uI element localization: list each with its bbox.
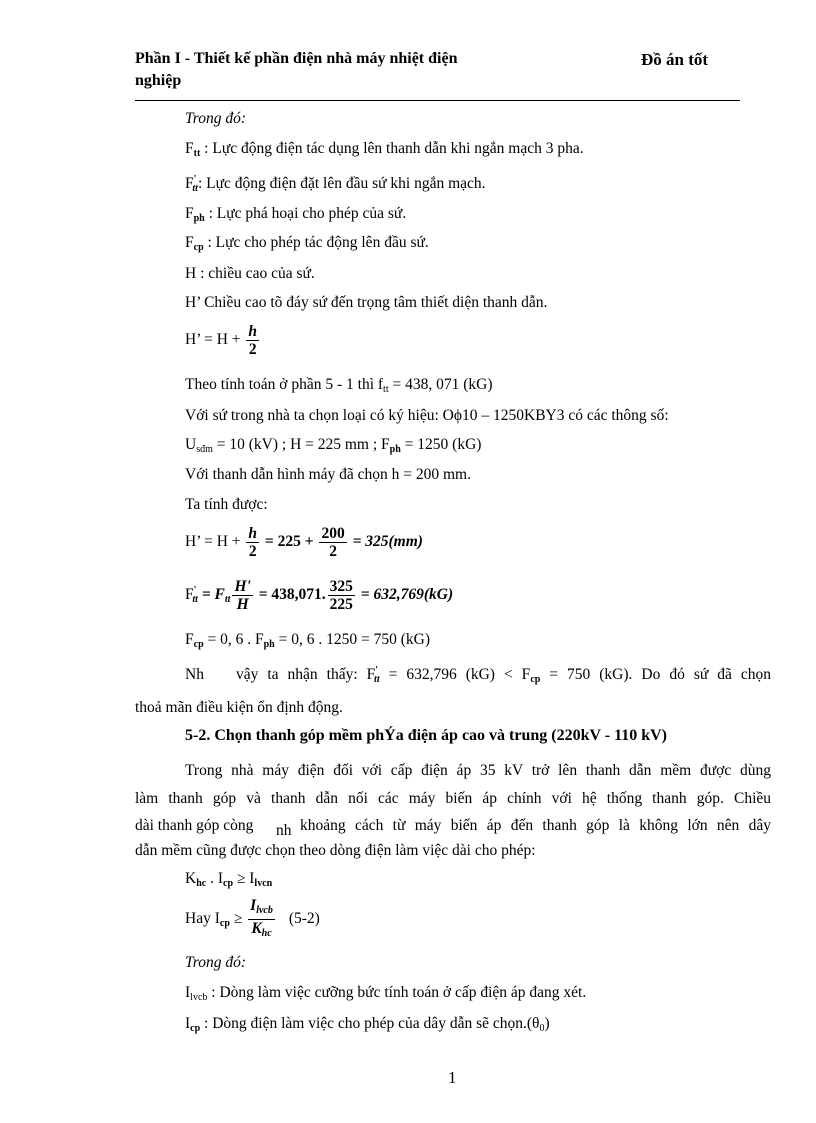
line-ta-tinh: Ta tính được: [185,496,268,513]
nh-label: Nh [185,666,204,683]
header-title: Phần I - Thiết kế phần điện nhà máy nhiệt điện [135,50,458,67]
def-ftt-prime: $F'_{tt}$: Lực động điện đặt lên đầu sứ khi ngắn mạch. [185,174,486,195]
line-voi-su: Với sứ trong nhà ta chọn loại có ký hiệu: Oϕ10 – 1250KBY3 có các thông số: [185,407,669,424]
header-rule [135,100,740,101]
def-fcp: $F_{cp}$ : Lực cho phép tác động lên đầu sứ. [185,234,429,253]
line-u-dm: $U_{sđm} = 10$ (kV) ; H = 225 mm ; $F_{ph} = 1250$ (kG) [185,436,482,455]
para-line-3-nh: nh [276,822,292,839]
section-title: 5-2. Chọn thanh góp mềm phÝa điện áp cao và trung (220kV - 110 kV) [185,727,667,744]
para-line-4: dẫn mềm cũng được chọn theo dòng điện làm việc dài cho phép: [135,842,536,859]
line-theo-tinh-toan: Theo tính toán ở phần 5 - 1 thì $f_{tt} = 438$, 071 (kG) [185,376,493,395]
def-fph: $F_{ph}$ : Lực phá hoại cho phép của sứ. [185,205,407,224]
equation-khc: $K_{hc}$ . $I_{cp} \ge I_{lvcn}$ [185,870,273,889]
header-right: Đồ án tốt [641,50,709,69]
equation-h-prime: H’ = H + $\frac{h}{2}$ [185,323,258,358]
conclusion-line-2: thoả mãn điều kiện ổn định động. [135,699,343,716]
def-h: H : chiều cao của sứ. [185,265,315,282]
equation-fcp: $F_{cp} = 0$, 6 . $F_{ph} = 0$, 6 . 1250 = 750 (kG) [185,631,430,650]
def-h-prime: H’ Chiều cao tõ đáy sứ đến trọng tâm thiết diện thanh dẫn. [185,294,548,311]
equation-f-prime: $F'_{tt} = F_{tt}$ $\frac{H'}{H}$ = 438,071. $\frac{325}{225}$ = 632,769(kG) [185,578,454,613]
def-icp: $I_{cp}$ : Dòng điện làm việc cho phép của dây dẫn sẽ $chọn.(\theta_0)$ [185,1015,550,1034]
def-ftt: $F_{tt}$ : Lực động điện tác dụng lên thanh dẫn khi ngắn mạch 3 pha. [185,140,584,159]
para-line-1: Trong nhà máy điện đối với cấp điện áp 35 kV trở lên thanh dẫn mềm được dùng [185,762,771,779]
page-number: 1 [448,1068,457,1087]
trong-do-label-2: Trong đó: [185,954,247,971]
para-line-2: làm thanh góp và thanh dẫn nối các máy biến áp chính với hệ thống thanh góp. Chiều [135,790,771,807]
para-line-3b: khoảng cách từ máy biến áp đến thanh góp là không lớn nên dây [300,817,771,834]
conclusion-line: vậy ta nhận thấy: $F'_{tt} = 632,796$ $(kG) < F_{cp} = 750$ (kG). Do đó sứ đã chọn [236,665,771,686]
def-ilvcb: $I_{lvcb}$ : Dòng làm việc cưỡng bức tính toán ở cấp điện áp đang xét. [185,984,587,1003]
para-line-3a: dài thanh góp còng [135,817,254,834]
header-title-cont: nghiệp [135,72,182,89]
equation-icp: Hay $I_{cp}$ ≥ $\frac{I_{lvcb}}{K_{hc}}$ (5-2) [185,897,320,939]
line-thanh-dan: Với thanh dẫn hình máy đã chọn h = 200 mm. [185,466,471,483]
equation-h-prime-value: H’ = H + $\frac{h}{2}$ = 225 + $\frac{200}{2}$ = 325(mm) [185,525,423,560]
trong-do-label: Trong đó: [185,110,247,127]
